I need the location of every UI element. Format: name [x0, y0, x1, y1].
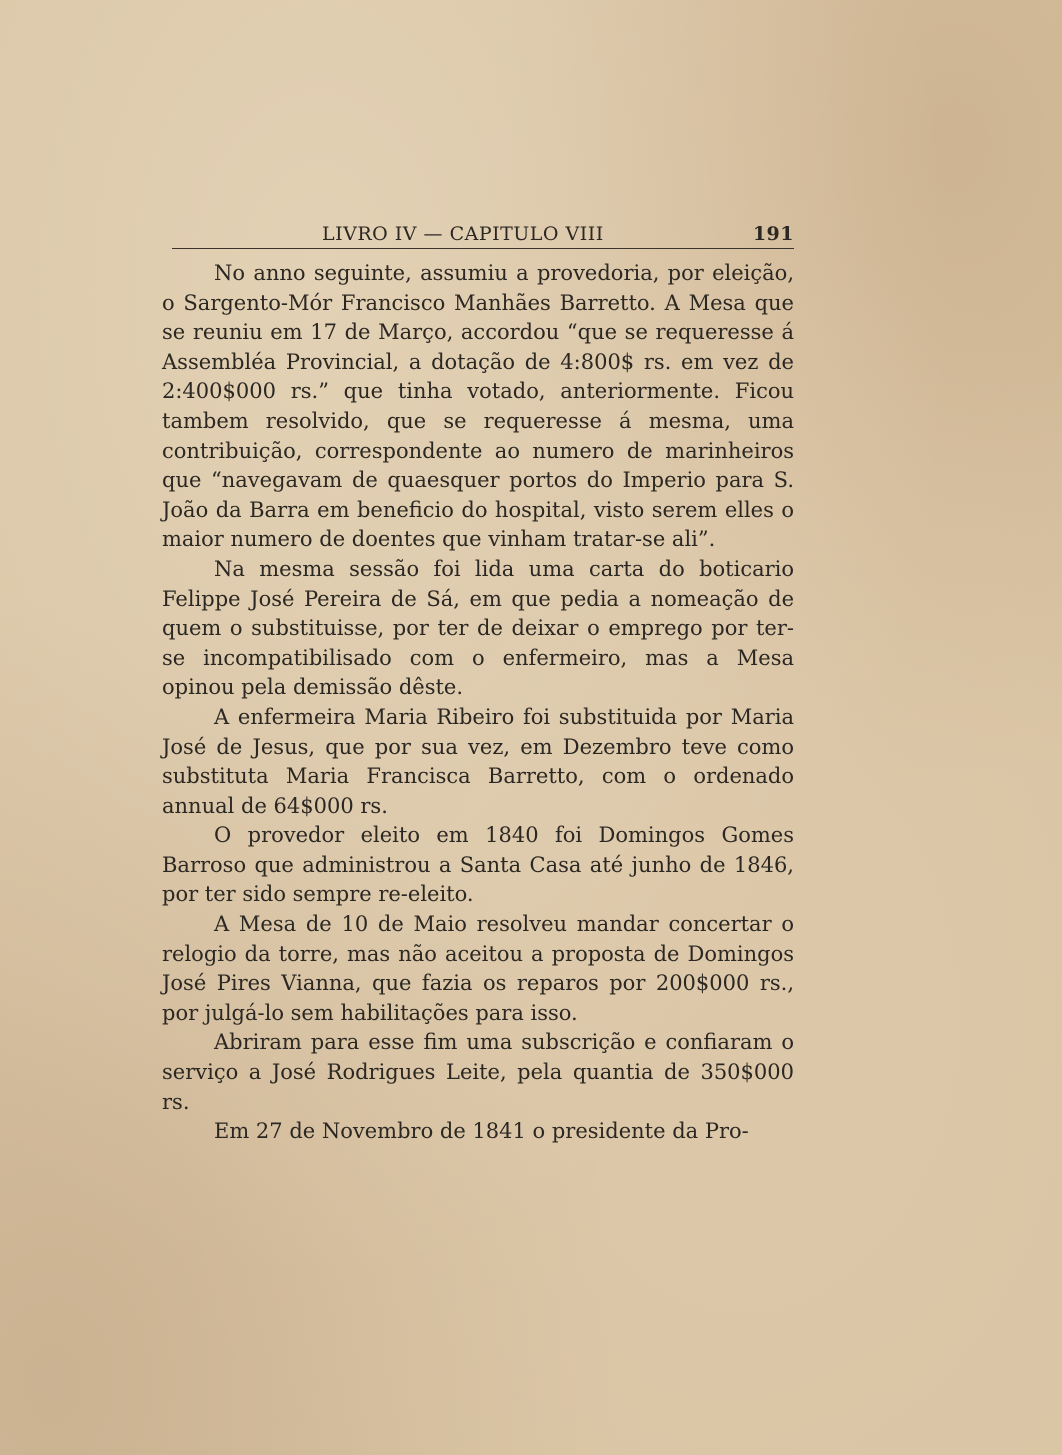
body-text [162, 259, 794, 1147]
paragraph: A Mesa de 10 de Maio resolveu mandar concertar o relogio da torre, mas não aceitou a proposta de Domingos José Pires Vianna, que fazia os reparos por 200$000 rs., por julgá-lo sem habilitações para isso. [162, 912, 794, 1025]
paragraph: Abriram para esse fim uma subscrição e confiaram o serviço a José Rodrigues Leite, pela quantia de 350$000 rs. [162, 1030, 794, 1114]
paragraph: Em 27 de Novembro de 1841 o presidente da Pro- [214, 1119, 749, 1144]
paragraph: A enfermeira Maria Ribeiro foi substituida por Maria José de Jesus, que por sua vez, em Dezembro teve como substituta Maria Francisca Barretto, com o ordenado annual de 64$000 rs. [162, 704, 794, 818]
paragraph: O provedor eleito em 1840 foi Domingos Gomes Barroso que administrou a Santa Casa até junho de 1846, por ter sido sempre re-eleito. [162, 823, 794, 907]
chapter-title: LIVRO IV — CAPITULO VIII [322, 223, 604, 245]
page-number: 191 [752, 223, 794, 245]
paragraph: No anno seguinte, assumiu a provedoria, por eleição, o Sargento-Mór Francisco Manhães Barretto. A Mesa que se reuniu em 17 de Março, accordou “que se requeresse á Assembléa Provincial, a dotação de 4:800$ rs. em vez de 2:400$000 rs.” que tinha votado, anteriormente. Ficou tambem resolvido, que se requeresse á mesma, uma contribuição, correspondente ao numero de marinheiros que “navegavam de quaesquer portos do Imperio para S. João da Barra em beneficio do hospital, visto serem elles o maior numero de doentes que vinham tratar-se ali”. [162, 261, 794, 552]
paragraph: Na mesma sessão foi lida uma carta do boticario Felippe José Pereira de Sá, em que pedia a nomeação de quem o substituisse, por ter de deixar o emprego por ter-se incompatibilisado com o enfermeiro, mas a Mesa opinou pela demissão dêste. [162, 556, 794, 700]
running-header [172, 222, 794, 249]
